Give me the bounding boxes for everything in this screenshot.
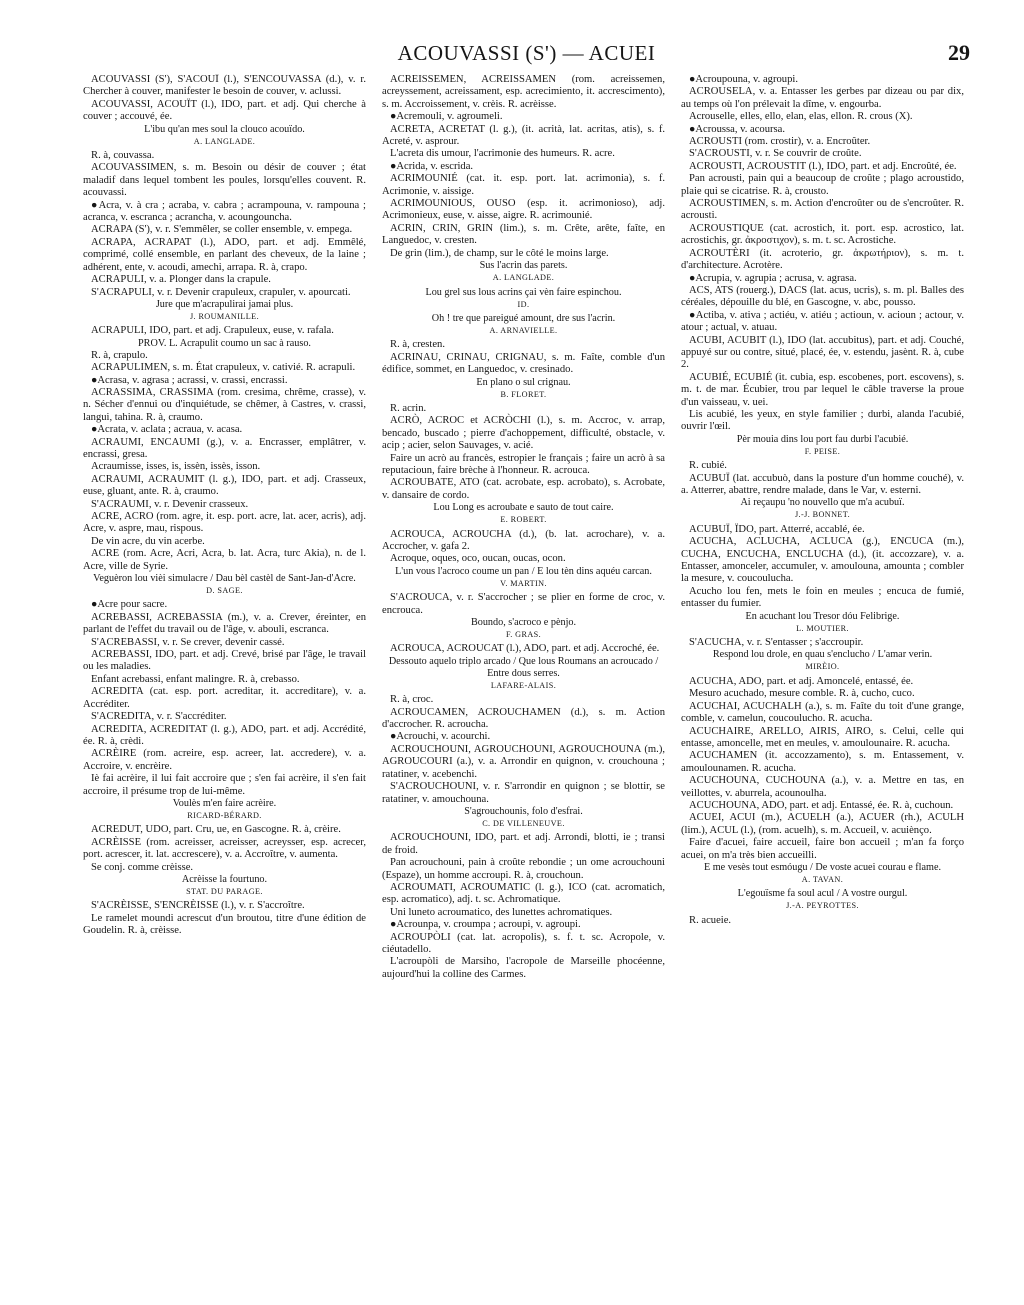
dictionary-entry: S'ACROUSTI, v. r. Se couvrir de croûte.	[689, 148, 862, 160]
dictionary-entry: ACREDUT, UDO, part. Cru, ue, en Gascogne. R. à, crèire.	[91, 824, 341, 836]
dictionary-entry: S'ACUCHA, v. r. S'entasser ; s'accroupir.	[689, 637, 864, 649]
quote-attribution: A. ARNAVIELLE.	[489, 325, 558, 335]
dictionary-entry: S'ACREBASSI, v. r. Se crever, devenir cassé.	[91, 636, 285, 648]
quote-line: L'egouïsme fa soul acul / A vostre ourgul.	[737, 888, 908, 900]
dictionary-entry: ACRAPULI, v. a. Plonger dans la crapule.	[91, 274, 271, 286]
quote-attribution: J. ROUMANILLE.	[189, 311, 260, 321]
dictionary-entry: ●Acrata, v. aclata ; acraua, v. acasa.	[91, 424, 243, 436]
dictionary-entry: ACRAPULI, IDO, part. et adj. Crapuleux, euse, v. rafala.	[91, 325, 334, 337]
dictionary-entry: ACRÈISSE (rom. acreisser, acreisser, acreysser, esp. acrecer, port. acrescer, it. lat. accrescere), v. a. Accroître, v. aumenta.	[83, 836, 366, 861]
quote-line: Respond lou drole, en quau s'enclucho / L'amar verin.	[712, 649, 933, 661]
dictionary-entry: ACRASSIMA, CRASSIMA (rom. cresima, chrême, crasse), v. n. Sécher d'ennui ou d'inquiétude, se chêmer, à Castres, v. crassi, langui, tahina. R. à, craumo.	[83, 386, 366, 423]
dictionary-entry: ACRIN, CRIN, GRIN (lim.), s. m. Crête, arête, faîte, en Languedoc, v. cresten.	[382, 222, 665, 247]
column-middle	[382, 74, 665, 1304]
dictionary-entry: De grin (lim.), de champ, sur le côté le moins large.	[390, 247, 609, 259]
dictionary-entry: R. à, couvassa.	[91, 150, 155, 162]
quote-attribution: LAFARE-ALAIS.	[490, 680, 557, 690]
dictionary-entry: R. à, crapulo.	[91, 349, 148, 361]
dictionary-entry: ACRÈIRE (rom. acreire, esp. acreer, lat. accredere), v. a. Accroire, v. encrèire.	[83, 748, 366, 772]
dictionary-entry: ACROUCA, ACROUCAT (l.), ADO, part. et adj. Accroché, ée.	[390, 643, 660, 655]
dictionary-entry: ACROUCA, ACROUCHA (d.), (b. lat. acrochare), v. a. Accrocher, v. gafa 2.	[382, 528, 665, 552]
quote-line: Lou Long es acroubate e sauto de tout caire.	[433, 502, 614, 514]
quote-attribution: MIRÈIO.	[805, 662, 840, 672]
quote-line: Veguèron lou vièi simulacre / Dau bèl castèl de Sant-Jan-d'Acre.	[93, 573, 356, 585]
dictionary-entry: ●Acrupia, v. agrupia ; acrusa, v. agrasa.	[689, 272, 857, 284]
dictionary-entry: ACROUSTI, ACROUSTIT (l.), IDO, part. et adj. Encroûté, ée.	[689, 160, 957, 172]
quote-line: E me vesès tout esmóugu / De voste acuei courau e flame.	[703, 861, 942, 873]
quote-attribution: STAT. DU PARAGE.	[186, 886, 263, 896]
quote-attribution: D. SAGE.	[206, 586, 243, 596]
dictionary-entry: ●Acremouli, v. agroumeli.	[390, 111, 503, 123]
dictionary-entry: R. cubié.	[689, 460, 727, 472]
quote-attribution: A. LANGLADE.	[492, 273, 555, 283]
dictionary-entry: Acrouselle, elles, ello, elan, elas, ellon. R. crous (X).	[689, 111, 913, 123]
quote-attribution: C. DE VILLENEUVE.	[482, 818, 565, 828]
dictionary-entry: ACRINAU, CRINAU, CRIGNAU, s. m. Faîte, comble d'un édifice, sommet, en Languedoc, v. cresinado.	[382, 351, 665, 376]
dictionary-entry: R. acrin.	[390, 402, 427, 414]
dictionary-entry: Pan acrouchouni, pain à croûte rebondie ; un ome acrouchouni (Espaze), un homme accroupi. R. à, crouchoun.	[382, 857, 665, 881]
dictionary-entry: ACROUPÒLI (cat. lat. acropolis), s. f. t. sc. Acropole, v. ciéutadello.	[382, 931, 665, 955]
dictionary-entry: Lis acubié, les yeux, en style familier ; durbi, alanda l'acubié, ouvrir l'œil.	[681, 408, 964, 433]
column-right	[681, 74, 964, 1304]
quote-attribution: B. FLORET.	[500, 389, 547, 399]
quote-line: Voulès m'en faire acrèire.	[172, 797, 277, 809]
dictionary-entry: ACREISSEMEN, ACREISSAMEN (rom. acreissemen, acreyssement, acreissament, esp. acrecimiento, it. accrescimento), s. m. Accroissement, v. crèis. R. acrèisse.	[382, 74, 665, 110]
dictionary-entry: R. à, cresten.	[390, 339, 446, 351]
dictionary-entry: ACS, ATS (rouerg.), DACS (lat. acus, ucris), s. m. pl. Balles des céréales, dépouille du blé, en Gascogne, v. abc, pousso.	[681, 284, 964, 309]
dictionary-entry: Se conj. comme crèisse.	[91, 861, 194, 873]
dictionary-entry: ACUCHAIRE, ARELLO, AIRIS, AIRO, s. Celui, celle qui entasse, amoncelle, met en meules, v. amoulounaire. R. acucha.	[681, 725, 964, 749]
dictionary-entry: ACROUCAMEN, ACROUCHAMEN (d.), s. m. Action d'accrocher. R. acroucha.	[382, 706, 665, 731]
quote-attribution: F. GRAS.	[505, 630, 542, 640]
dictionary-entry: ACUBI, ACUBIT (l.), IDO (lat. accubitus), part. et adj. Couché, appuyé sur ou contre, situé, placé, ée, v. estendu, jasènt. R. à, cube 2.	[681, 334, 964, 371]
dictionary-entry: ACUCHA, ADO, part. et adj. Amoncelé, entassé, ée.	[689, 675, 914, 687]
dictionary-entry: De vin acre, du vin acerbe.	[91, 535, 205, 547]
dictionary-entry: ACRETA, ACRETAT (l. g.), (it. acrità, lat. acritas, atis), s. f. Acreté, v. asprour.	[382, 123, 665, 148]
running-head	[83, 36, 970, 70]
dictionary-entry: ACOUVASSIMEN, s. m. Besoin ou désir de couver ; état maladif dans lequel tombent les poules, lorsqu'elles couvent. R. acouvassi.	[83, 162, 366, 199]
quote-attribution: L. MOUTIER.	[796, 623, 849, 633]
dictionary-entry: Acucho lou fen, mets le foin en meules ; encuca de fumié, entasser du fumier.	[681, 585, 964, 610]
dictionary-entry: Acraumisse, isses, is, issèn, issès, isson.	[91, 461, 261, 473]
dictionary-entry: ACUCHOUNA, ADO, part. et adj. Entassé, ée. R. à, cuchoun.	[689, 799, 954, 811]
dictionary-entry: ACROUSTIMEN, s. m. Action d'encroûter ou de s'encroûter. R. acrousti.	[681, 198, 964, 222]
dictionary-entry: ACROUSTI (rom. crostir), v. a. Encroûter.	[689, 136, 871, 148]
dictionary-entry: ACREDITA, ACREDITAT (l. g.), ADO, part. et adj. Accrédité, ée. R. à, crèdi.	[83, 723, 366, 747]
quote-line: Oh ! tre que pareigué amount, dre sus l'acrin.	[431, 312, 616, 324]
dictionary-entry: ●Acroupouna, v. agroupi.	[689, 74, 798, 85]
quote-line: PROV. L. Acrapulit coumo un sac à rauso.	[138, 337, 311, 349]
dictionary-entry: ACRE, ACRO (rom. agre, it. esp. port. acre, lat. acer, acris), adj. Acre, v. aspre, mau, rispous.	[83, 511, 366, 535]
dictionary-entry: ACRAPA, ACRAPAT (l.), ADO, part. et adj. Emmêlé, comprimé, collé ensemble, en parlant des cheveux, de la laine ; adhérent, ente, v. acoudi, amechi, arrapa. R. à, crapo.	[83, 236, 366, 273]
quote-attribution: J.-J. BONNET.	[794, 510, 851, 520]
quote-line: En plano o sul crignau.	[476, 376, 571, 388]
dictionary-entry: L'acroupòli de Marsiho, l'acropole de Marseille phocéenne, aujourd'hui la colline des Carmes.	[382, 956, 665, 980]
dictionary-entry: ACROUSELA, v. a. Entasser les gerbes par dizeau ou par dix, au temps où l'on prélevait la dîme, v. engourba.	[681, 86, 964, 110]
dictionary-entry: ACRAUMI, ENCAUMI (g.), v. a. Encrasser, emplâtrer, v. encrassi, gresa.	[83, 436, 366, 460]
quote-line: S'agrouchounis, folo d'esfrai.	[464, 805, 583, 817]
quote-line: Boundo, s'acroco e pènjo.	[470, 617, 577, 629]
quote-line: En acuchant lou Tresor dóu Felibrige.	[745, 610, 900, 622]
dictionary-entry: ACREDITA (cat. esp. port. acreditar, it. accreditare), v. a. Accréditer.	[83, 686, 366, 710]
dictionary-entry: Uni luneto acroumatico, des lunettes achromatiques.	[390, 906, 613, 918]
dictionary-entry: ●Actiba, v. ativa ; actiéu, v. atiéu ; actioun, v. acioun ; actour, v. atour ; actual, v. atuau.	[681, 309, 964, 334]
page-header-title: ACOUVASSI (S') — ACUEI	[397, 41, 656, 65]
dictionary-entry: Acroque, oques, oco, oucan, oucas, ocon.	[390, 553, 566, 565]
dictionary-entry: ●Acra, v. à cra ; acraba, v. cabra ; acrampouna, v. rampouna ; acranca, v. escranca ; acrancha, v. acoungouncha.	[83, 199, 366, 224]
dictionary-entry: S'ACRÈISSE, S'ENCRÈISSE (l.), v. r. S'accroître.	[91, 900, 305, 912]
dictionary-entry: ACOUVASSI (S'), S'ACOUÏ (l.), S'ENCOUVASSA (d.), v. r. Chercher à couver, manifester le besoin de couver, v. aclussi.	[83, 74, 366, 98]
dictionary-entry: ●Acrouchi, v. acourchi.	[390, 731, 491, 743]
dictionary-entry: S'ACREDITA, v. r. S'accréditer.	[91, 711, 227, 723]
dictionary-entry: Enfant acrebassi, enfant malingre. R. à, crebasso.	[91, 673, 300, 685]
dictionary-entry: S'ACROUCHOUNI, v. r. S'arrondir en quignon ; se blottir, se ratatiner, v. amouchouna.	[382, 781, 665, 805]
quote-line: L'ibu qu'an mes soul la clouco acouïdo.	[144, 123, 305, 135]
dictionary-entry: Le ramelet moundi acrescut d'un broutou, titre d'une édition de Goudelin. R. à, crèisse.	[83, 912, 366, 937]
dictionary-entry: ACUBUÏ (lat. accubuò, dans la posture d'un homme couché), v. a. Atterrer, abattre, rendre malade, dans le Var, v. esterni.	[681, 472, 964, 496]
dictionary-entry: ACRAUMI, ACRAUMIT (l. g.), IDO, part. et adj. Crasseux, euse, gluant, ante. R. à, craumo.	[83, 473, 366, 498]
dictionary-entry: ACREBASSI, ACREBASSIA (m.), v. a. Crever, éreinter, en parlant de l'effet du travail ou de l'âge, v. abouli, escranca.	[83, 611, 366, 636]
quote-line: Ai reçaupu 'no nouvello que m'a acubuï.	[740, 497, 905, 509]
dictionary-entry: Mesuro acuchado, mesure comble. R. à, cucho, cuco.	[689, 688, 915, 700]
quote-line: Acrèisse la fourtuno.	[181, 873, 268, 885]
dictionary-entry: ●Acrasa, v. agrasa ; acrassi, v. crassi, encrassi.	[91, 374, 288, 386]
dictionary-entry: S'ACRAUMI, v. r. Devenir crasseux.	[91, 498, 249, 510]
dictionary-entry: ACOUVASSI, ACOUÏT (l.), IDO, part. et adj. Qui cherche à couver ; accouvé, ée.	[83, 98, 366, 123]
quote-attribution: V. MARTIN.	[500, 578, 547, 588]
dictionary-entry: L'acreta dis umour, l'acrimonie des humeurs. R. acre.	[390, 148, 615, 160]
dictionary-entry: ACROUMATI, ACROUMATIC (l. g.), ICO (cat. acromatich, esp. acromatico), adj. t. sc. Achromatique.	[382, 881, 665, 906]
dictionary-entry: ACROUBATE, ATO (cat. acrobate, esp. acrobato), s. Acrobate, v. dansaire de cordo.	[382, 477, 665, 501]
quote-line: Pèr mouia dins lou port fau durbi l'acubié.	[736, 433, 909, 445]
dictionary-entry: Faire un acrò au francès, estropier le français ; faire un acrò à sa reputacioun, faire brèche à l'honneur. R. acrouca.	[382, 452, 665, 476]
quote-attribution: E. ROBERT.	[500, 515, 547, 525]
dictionary-entry: ACRIMOUNIÉ (cat. it. esp. port. lat. acrimonia), s. f. Acrimonie, v. aissige.	[382, 173, 665, 197]
quote-attribution: A. TAVAN.	[801, 874, 844, 884]
dictionary-entry: ACUBIÉ, ECUBIÉ (it. cubia, esp. escobenes, port. escovens), s. m. t. de mar. Écubier, trou par lequel le câble traverse la proue d'un vaisseau, v. uei.	[681, 371, 964, 408]
quote-line: L'un vous l'acroco coume un pan / E lou tèn dins aquéu carcan.	[395, 565, 652, 577]
quote-attribution: F. PEISE.	[804, 446, 841, 456]
dictionary-entry: Pan acrousti, pain qui a beaucoup de croûte ; plago acroustido, plaie qui se cicatrise. R. à, crousto.	[681, 173, 964, 197]
dictionary-entry: ACUBUÏ, ÏDO, part. Atterré, accablé, ée.	[689, 523, 865, 535]
dictionary-entry: ACUEI, ACUI (m.), ACUELH (a.), ACUER (rh.), ACULH (lim.), ACUL (l.), (rom. acuelh), s. m. Accueil, v. acuiènço.	[681, 812, 964, 836]
dictionary-entry: ACRAPA (S'), v. r. S'emmêler, se coller ensemble, v. empega.	[91, 224, 353, 236]
dictionary-entry: R. acueie.	[689, 914, 732, 926]
dictionary-entry: ACROUSTIQUE (cat. acrostich, it. port. esp. acrostico, lat. acrostichis, gr. ἀκροστιχον), s. m. t. sc. Acrostiche.	[681, 222, 964, 247]
dictionary-entry: ACRIMOUNIOUS, OUSO (esp. it. acrimonioso), adj. Acrimonieux, euse, v. aisse, aigre. R. acrimounié.	[382, 198, 665, 222]
quote-line: Sus l'acrin das parets.	[479, 260, 568, 272]
dictionary-entry: ●Acroussa, v. acoursa.	[689, 123, 786, 135]
dictionary-entry: ACUCHAMEN (it. accozzamento), s. m. Entassement, v. amoulounamen. R. acucha.	[681, 750, 964, 774]
dictionary-entry: R. à, croc.	[390, 694, 434, 706]
dictionary-entry: ACRE (rom. Acre, Acri, Acra, b. lat. Acra, turc Akia), n. de l. Acre, ville de Syrie.	[83, 548, 366, 572]
dictionary-entry: ACROUCHOUNI, AGROUCHOUNI, AGROUCHOUNA (m.), AGROUCOURI (a.), v. a. Arrondir en quignon, v. crouchouna ; ratatiner, v. acebenchi.	[382, 743, 665, 780]
dictionary-entry: ●Acrounpa, v. croumpa ; acroupi, v. agroupi.	[390, 919, 581, 931]
dictionary-entry: Faire d'acuei, faire accueil, faire bon accueil ; m'an fa forço acuei, on m'a très bien accueilli.	[681, 837, 964, 861]
dictionary-entry: S'ACROUCA, v. r. S'accrocher ; se plier en forme de croc, v. encrouca.	[382, 592, 665, 616]
column-left	[83, 74, 366, 1304]
dictionary-entry: ●Acre pour sacre.	[91, 599, 168, 611]
dictionary-entry: ACREBASSI, IDO, part. et adj. Crevé, brisé par l'âge, le travail ou les maladies.	[83, 649, 366, 673]
dictionary-entry: ACUCHA, ACLUCHA, ACLUCA (g.), ENCUCA (m.), CUCHA, ENCUCHA, ENCLUCHA (d.), (it. accozzare), v. a. Entasser, amonceler, accumuler, v. amoulouna, amounta ; combler la mesure, v. coucoulucha.	[681, 536, 964, 585]
page-number: 29	[948, 40, 970, 65]
dictionary-entry: Iè fai acrèire, il lui fait accroire que ; s'en fai acrèire, il s'en fait accroire, il présume trop de lui-même.	[83, 773, 366, 797]
dictionary-entry: ACROUTÈRI (it. acroterio, gr. ἀκρωτήριον), s. m. t. d'architecture. Acrotère.	[681, 247, 964, 272]
quote-attribution: RICARD-BÉRARD.	[187, 810, 262, 820]
quote-attribution: ID.	[517, 299, 530, 309]
dictionary-entry: ACUCHOUNA, CUCHOUNA (a.), v. a. Mettre en tas, en veillottes, v. aburrela, acounoulha.	[681, 775, 964, 799]
dictionary-entry: S'ACRAPULI, v. r. Devenir crapuleux, crapuler, v. apourcati.	[91, 286, 351, 298]
dictionary-entry: ACROUCHOUNI, IDO, part. et adj. Arrondi, blotti, ie ; transi de froid.	[382, 832, 665, 856]
dictionary-entry: ACRÒ, ACROC et ACRÒCHI (l.), s. m. Accroc, v. arrap, bencado, buscado ; pierre d'achoppement, difficulté, obstacle, v. acip ; acier, selon Sauvages, v. acié.	[382, 415, 665, 452]
dictionary-entry: ●Acrida, v. escrida.	[390, 160, 474, 172]
dictionary-entry: ACRAPULIMEN, s. m. État crapuleux, v. cativié. R. acrapuli.	[91, 362, 356, 374]
quote-attribution: A. LANGLADE.	[193, 136, 256, 146]
quote-attribution: J.-A. PEYROTTES.	[786, 901, 859, 911]
quote-line: Lou grel sus lous acrins çai vèn faire espinchou.	[425, 286, 622, 298]
dictionary-entry: ACUCHAI, ACUCHALH (a.), s. m. Faîte du toit d'une grange, comble, v. camelun, coucoulucho. R. acucha.	[681, 700, 964, 725]
quote-line: Dessouto aquelo triplo arcado / Que lous Roumans an acroucado / Entre dous serres.	[388, 655, 659, 679]
quote-line: Jure que m'acrapulirai jamai plus.	[155, 298, 294, 310]
text-columns	[83, 74, 970, 1304]
